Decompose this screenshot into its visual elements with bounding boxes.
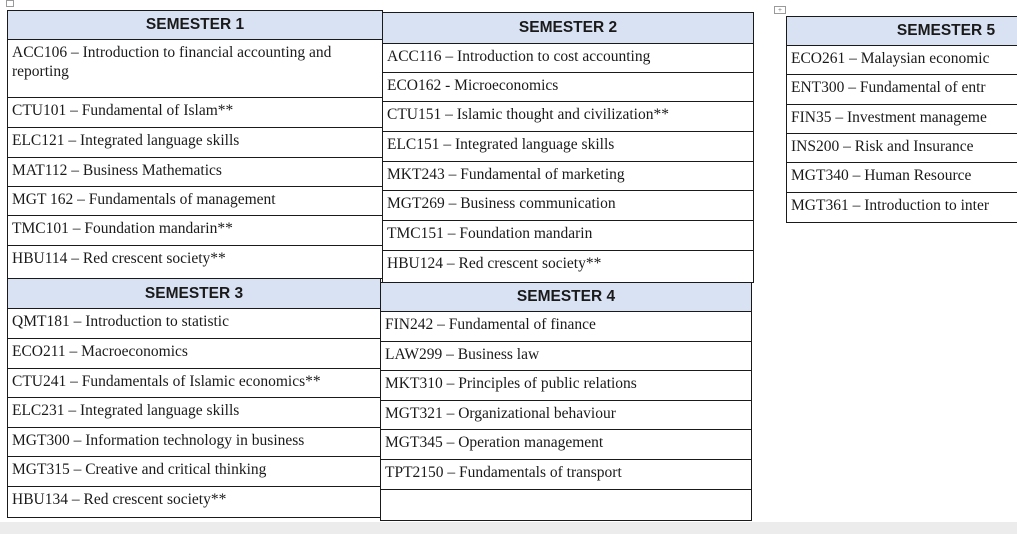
course-cell[interactable]: ACC116 – Introduction to cost accounting [382,43,754,73]
course-cell[interactable]: MKT243 – Fundamental of marketing [382,161,754,191]
course-cell[interactable]: MGT361 – Introduction to inter [786,192,1017,223]
course-cell[interactable]: MGT340 – Human Resource [786,162,1017,193]
empty-cell[interactable] [380,489,752,521]
semester-1-header: SEMESTER 1 [7,10,383,40]
course-cell[interactable]: CTU101 – Fundamental of Islam** [7,97,383,128]
course-cell[interactable]: TPT2150 – Fundamentals of transport [380,459,752,490]
page-bottom-gap [0,522,1017,534]
semester-4-header: SEMESTER 4 [380,282,752,312]
course-cell[interactable]: CTU241 – Fundamentals of Islamic economics** [7,368,381,398]
semester-2-header: SEMESTER 2 [382,12,754,44]
course-cell[interactable]: TMC151 – Foundation mandarin [382,220,754,251]
course-cell[interactable]: FIN242 – Fundamental of finance [380,311,752,342]
course-cell[interactable]: HBU124 – Red crescent society** [382,250,754,283]
table-select-handle[interactable] [6,0,14,7]
course-cell[interactable]: CTU151 – Islamic thought and civilization** [382,101,754,132]
course-cell[interactable]: MAT112 – Business Mathematics [7,157,383,187]
course-cell[interactable]: HBU114 – Red crescent society** [7,245,383,279]
course-cell[interactable]: HBU134 – Red crescent society** [7,486,381,518]
course-cell[interactable]: ENT300 – Fundamental of entr [786,74,1017,105]
course-cell[interactable]: ECO261 – Malaysian economic [786,45,1017,75]
semester-3-header: SEMESTER 3 [7,278,381,309]
course-cell[interactable]: INS200 – Risk and Insurance [786,133,1017,163]
course-cell[interactable]: ACC106 – Introduction to financial accounting and reporting [7,39,383,98]
course-cell[interactable]: MGT 162 – Fundamentals of management [7,186,383,216]
semester-5-header: SEMESTER 5 [786,16,1017,46]
course-cell[interactable]: ELC231 – Integrated language skills [7,397,381,428]
course-cell[interactable]: MGT321 – Organizational behaviour [380,400,752,430]
course-cell[interactable]: FIN35 – Investment manageme [786,104,1017,134]
table-move-handle[interactable]: + [774,6,786,14]
course-cell[interactable]: ECO162 - Microeconomics [382,72,754,102]
course-cell[interactable]: LAW299 – Business law [380,341,752,371]
course-cell[interactable]: ECO211 – Macroeconomics [7,338,381,369]
course-cell[interactable]: ELC121 – Integrated language skills [7,127,383,158]
course-cell[interactable]: MGT300 – Information technology in business [7,427,381,457]
course-cell[interactable]: MGT315 – Creative and critical thinking [7,456,381,487]
course-cell[interactable]: MGT269 – Business communication [382,190,754,221]
course-cell[interactable]: MGT345 – Operation management [380,429,752,460]
course-cell[interactable]: TMC101 – Foundation mandarin** [7,215,383,246]
course-cell[interactable]: QMT181 – Introduction to statistic [7,308,381,339]
course-cell[interactable]: ELC151 – Integrated language skills [382,131,754,162]
course-cell[interactable]: MKT310 – Principles of public relations [380,370,752,401]
